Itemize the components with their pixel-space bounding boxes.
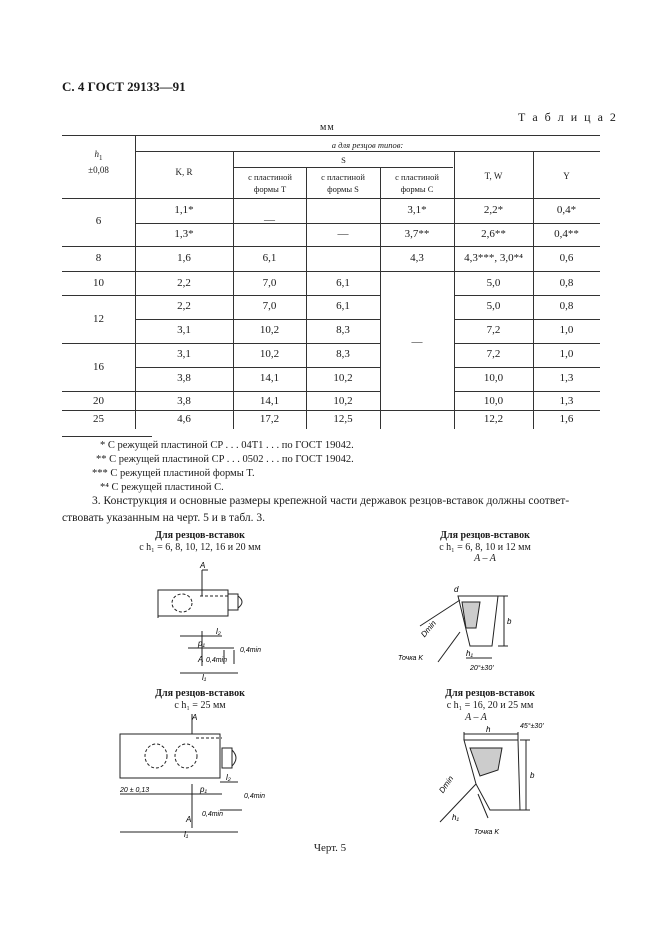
cell-st: 7,0 [262, 300, 277, 312]
cell-sc: 3,7** [404, 228, 430, 240]
drawing-holder-side [100, 556, 300, 686]
cell-st: — [264, 214, 275, 226]
drawing-section-a [380, 566, 590, 686]
cell-kr: 3,1 [177, 324, 191, 336]
cell-sc: 3,1* [407, 204, 427, 216]
col-kr-header: K, R [175, 167, 193, 177]
dim-label: Dmin [437, 774, 456, 795]
cell-y: 0,4** [554, 228, 579, 240]
dim-label: b [530, 771, 535, 780]
footnote: ** С режущей пластиной CP . . . 0502 . . . по ГОСТ 19042. [96, 454, 354, 465]
cell-kr: 1,1* [174, 204, 194, 216]
cell-st: 14,1 [259, 395, 280, 407]
dim-label: 0,4min [240, 647, 262, 654]
cell-tw: 10,0 [483, 372, 504, 384]
dim-label: p₁ [200, 785, 207, 794]
figure-title: Для резцов-вставок [155, 530, 245, 541]
dim-label: A [192, 713, 198, 722]
figure-1 [100, 528, 300, 688]
drawing-section-a-25 [380, 722, 600, 840]
figure-2 [380, 528, 590, 688]
dim-label: d [454, 585, 459, 594]
section-label: A – A [474, 553, 496, 564]
cell-tw: 2,2* [483, 204, 504, 216]
cell-tw: 2,6** [481, 228, 506, 240]
dim-label: h [486, 725, 491, 734]
table-caption: Т а б л и ц а 2 [518, 110, 618, 124]
cell-y: 1,3 [559, 395, 574, 407]
cell-tw: 12,2 [483, 413, 504, 425]
figure-title: Для резцов-вставок [155, 688, 245, 699]
figure-subtitle: с h₁ = 16, 20 и 25 мм [446, 700, 534, 711]
cell-tw: 5,0 [486, 277, 501, 289]
cell-kr: 3,8 [177, 372, 191, 384]
cell-kr: 3,8 [177, 395, 191, 407]
col-st-header: с пластиной формы T [248, 172, 292, 194]
col-tw-header: T, W [484, 171, 503, 181]
cell-kr: 4,6 [177, 413, 191, 425]
cell-st: 14,1 [259, 372, 280, 384]
cell-h: 10 [93, 277, 104, 289]
cell-y: 1,3 [559, 372, 574, 384]
cell-kr: 1,3* [174, 228, 194, 240]
figure-title: Для резцов-вставок [440, 530, 530, 541]
footnote: *** С режущей пластиной формы T. [92, 468, 255, 479]
figure-caption: Черт. 5 [313, 842, 347, 854]
figure-subtitle: с h₁ = 6, 8, 10, 12, 16 и 20 мм [139, 542, 261, 553]
cell-ss: 10,2 [333, 372, 353, 384]
cell-tw: 5,0 [486, 300, 501, 312]
cell-y: 1,0 [559, 324, 574, 336]
cell-kr: 2,2 [177, 300, 191, 312]
cell-ss: 12,5 [333, 413, 353, 425]
cell-ss: 6,1 [336, 277, 350, 289]
dim-label: l₁ [184, 830, 189, 838]
figure-4 [380, 688, 600, 838]
cell-st: 10,2 [259, 324, 280, 336]
col-a-group-header: a для резцов типов: [331, 140, 404, 150]
dim-label: b [507, 617, 512, 626]
cell-y: 1,6 [559, 413, 574, 425]
dim-label: 0,4min [202, 811, 224, 818]
col-y-header: Y [563, 171, 570, 181]
dim-label: A [186, 815, 192, 824]
figure-title: Для резцов-вставок [445, 688, 535, 699]
col-s-header: S [341, 155, 346, 165]
footnote-rule [62, 436, 152, 437]
cell-st: 17,2 [259, 413, 280, 425]
cell-y: 0,8 [559, 277, 574, 289]
dim-label: p₁ [198, 639, 205, 648]
cell-h: 12 [93, 313, 104, 325]
dim-label: A [198, 655, 204, 664]
cell-st: 7,0 [262, 277, 277, 289]
cell-ss: 6,1 [336, 300, 350, 312]
cell-sc: 4,3 [410, 252, 424, 264]
dim-label: h₁ [466, 649, 473, 658]
dim-label: 0,4min [244, 793, 266, 800]
page-header: С. 4 ГОСТ 29133—91 [62, 79, 186, 94]
cell-ss: 8,3 [336, 348, 350, 360]
cell-h: 20 [93, 395, 104, 407]
cell-tw: 7,2 [486, 348, 501, 360]
figure-subtitle: с h₁ = 6, 8, 10 и 12 мм [439, 542, 531, 553]
col-sc-header: с пластиной формы C [395, 172, 439, 194]
cell-tw: 7,2 [486, 324, 501, 336]
table-unit: мм [320, 122, 335, 133]
dim-label: A [200, 561, 206, 570]
footnote: *⁴ С режущей пластиной C. [100, 482, 224, 493]
cell-y: 0,8 [559, 300, 574, 312]
col-ss-header: с пластиной формы S [321, 172, 365, 194]
cell-kr: 2,2 [177, 277, 191, 289]
table-2 [0, 0, 661, 440]
figure-subtitle: с h₁ = 25 мм [174, 700, 226, 711]
cell-tw: 4,3***, 3,0*⁴ [464, 252, 523, 264]
body-paragraph: ствовать указанным на черт. 5 и в табл. 3. [62, 512, 266, 524]
dim-label: Точка K [474, 829, 500, 836]
dim-label: l₂ [216, 627, 221, 636]
cell-st: 6,1 [262, 252, 277, 264]
figure-3 [100, 688, 300, 838]
cell-y: 0,4* [556, 204, 577, 216]
dim-label: h₁ [452, 813, 459, 822]
cell-ss: 10,2 [333, 395, 353, 407]
dim-label: 20°±30' [470, 665, 494, 672]
section-label: A – A [465, 712, 487, 723]
dim-label: Точка K [398, 655, 424, 662]
cell-st: 10,2 [259, 348, 280, 360]
cell-tw: 10,0 [483, 395, 504, 407]
cell-h: 8 [95, 252, 102, 264]
cell-sc-merged: — [411, 336, 423, 348]
body-paragraph: 3. Конструкция и основные размеры крепежной части державок резцов-вставок должны соответ- [92, 495, 570, 507]
cell-h: 25 [93, 413, 104, 425]
dim-label: 45°±30' [520, 723, 544, 730]
cell-kr: 1,6 [177, 252, 191, 264]
cell-h: 6 [95, 215, 102, 227]
cell-y: 0,6 [559, 252, 574, 264]
dim-label: 20 ± 0,13 [120, 787, 150, 794]
cell-ss: — [337, 228, 349, 240]
dim-label: l₁ [202, 673, 207, 682]
dim-label: Dmin [419, 618, 439, 639]
footnote: * С режущей пластиной CP . . . 04T1 . . . по ГОСТ 19042. [100, 440, 354, 451]
dim-label: l₂ [226, 773, 231, 782]
cell-y: 1,0 [559, 348, 574, 360]
col-h1-header: $h_1$ ±0,08 [88, 149, 109, 175]
cell-kr: 3,1 [177, 348, 191, 360]
cell-h: 16 [93, 361, 104, 373]
dim-label: 0,4min [206, 657, 228, 664]
cell-ss: 8,3 [336, 324, 350, 336]
drawing-holder-side-25 [100, 710, 300, 838]
